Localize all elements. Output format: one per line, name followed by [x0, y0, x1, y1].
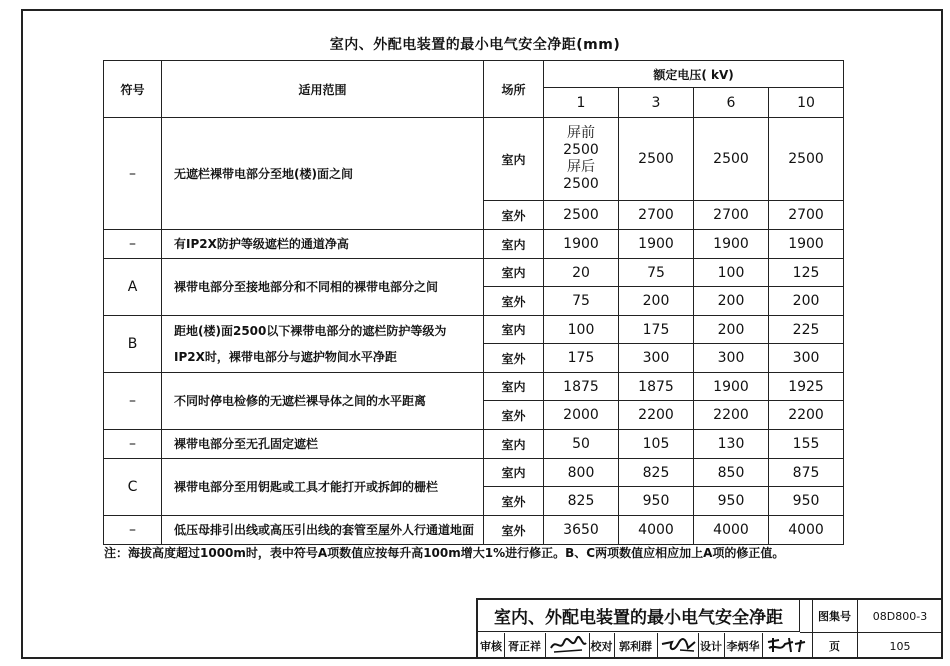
cell-value: 4000 — [619, 516, 694, 545]
table-row — [104, 316, 844, 344]
row-scope: 裸带电部分至无孔固定遮栏 — [162, 430, 484, 459]
row-location: 室外 — [484, 401, 544, 430]
row-scope: 裸带电部分至用钥匙或工具才能打开或拆卸的栅栏 — [162, 459, 484, 516]
cell-value: 850 — [694, 459, 769, 487]
row-scope: 裸带电部分至接地部分和不同相的裸带电部分之间 — [162, 259, 484, 316]
atlas-label: 图集号 — [818, 610, 851, 623]
row-scope: 不同时停电检修的无遮栏裸导体之间的水平距离 — [162, 373, 484, 430]
cell-value: 300 — [694, 344, 769, 373]
cell-value: 2500 — [544, 201, 619, 230]
cell-value: 屏前 2500 屏后 2500 — [544, 118, 619, 201]
cell-value: 1900 — [694, 230, 769, 259]
cell-value: 1900 — [619, 230, 694, 259]
row-location: 室外 — [484, 201, 544, 230]
cell-value: 2500 — [619, 118, 694, 201]
cell-value: 200 — [694, 316, 769, 344]
row-location: 室外 — [484, 516, 544, 545]
cell-value: 3650 — [544, 516, 619, 545]
table-row — [104, 373, 844, 401]
row-symbol: – — [104, 516, 162, 545]
row-symbol: – — [104, 118, 162, 230]
table-row — [104, 230, 844, 259]
row-symbol: – — [104, 230, 162, 259]
row-location: 室内 — [484, 230, 544, 259]
cell-value: 2500 — [694, 118, 769, 201]
table-title: 室内、外配电装置的最小电气安全净距(mm) — [329, 37, 621, 53]
cell-value: 130 — [694, 430, 769, 459]
header-voltage-10: 10 — [769, 88, 844, 118]
header-location: 场所 — [484, 61, 544, 118]
cell-value: 225 — [769, 316, 844, 344]
cell-value: 75 — [619, 259, 694, 287]
row-location: 室内 — [484, 259, 544, 287]
footnote: 注：海拔高度超过1000m时，表中符号A项数值应按每升高100m增大1%进行修正。B、C两项数值应相应加上A项的修正值。 — [104, 546, 785, 560]
table-row — [104, 259, 844, 287]
page-label: 页 — [829, 640, 840, 653]
cell-value: 175 — [619, 316, 694, 344]
table-row — [104, 118, 844, 201]
cell-value: 1875 — [619, 373, 694, 401]
row-location: 室外 — [484, 287, 544, 316]
cell-value: 75 — [544, 287, 619, 316]
cell-value: 825 — [619, 459, 694, 487]
row-location: 室外 — [484, 487, 544, 516]
cell-value: 50 — [544, 430, 619, 459]
row-symbol: – — [104, 430, 162, 459]
cell-value: 200 — [619, 287, 694, 316]
cell-value: 1925 — [769, 373, 844, 401]
review-label: 审核 — [480, 640, 502, 653]
checker-signature — [660, 634, 697, 656]
cell-value: 2000 — [544, 401, 619, 430]
header-voltage-1: 1 — [544, 88, 619, 118]
cell-value: 1900 — [769, 230, 844, 259]
cell-value: 200 — [769, 287, 844, 316]
cell-value: 20 — [544, 259, 619, 287]
cell-value: 825 — [544, 487, 619, 516]
atlas-number: 08D800-3 — [872, 609, 928, 623]
table-row — [104, 459, 844, 487]
cell-value: 1900 — [694, 373, 769, 401]
row-scope: 无遮栏裸带电部分至地(楼)面之间 — [162, 118, 484, 230]
header-voltage-6: 6 — [694, 88, 769, 118]
cell-value: 4000 — [769, 516, 844, 545]
drawing-name: 室内、外配电装置的最小电气安全净距 — [478, 600, 800, 632]
cell-value: 950 — [769, 487, 844, 516]
header-voltage-3: 3 — [619, 88, 694, 118]
cell-value: 2700 — [694, 201, 769, 230]
row-symbol: C — [104, 459, 162, 516]
cell-value: 2200 — [619, 401, 694, 430]
cell-value: 100 — [544, 316, 619, 344]
reviewer-name: 胥正祥 — [508, 640, 541, 653]
row-location: 室内 — [484, 459, 544, 487]
row-location: 室内 — [484, 430, 544, 459]
cell-value: 125 — [769, 259, 844, 287]
cell-value: 2700 — [619, 201, 694, 230]
row-location: 室内 — [484, 118, 544, 201]
reviewer-signature — [548, 634, 588, 656]
designer-signature — [765, 634, 809, 656]
table-row — [104, 430, 844, 459]
row-symbol: – — [104, 373, 162, 430]
row-scope: 低压母排引出线或高压引出线的套管至屋外人行通道地面 — [162, 516, 484, 545]
clearance-table — [103, 60, 844, 545]
cell-value: 2500 — [769, 118, 844, 201]
cell-value: 105 — [619, 430, 694, 459]
row-location: 室内 — [484, 373, 544, 401]
page-number: 105 — [889, 639, 911, 653]
cell-value: 1875 — [544, 373, 619, 401]
cell-value: 175 — [544, 344, 619, 373]
row-location: 室外 — [484, 344, 544, 373]
cell-value: 2700 — [769, 201, 844, 230]
row-symbol: A — [104, 259, 162, 316]
cell-value: 300 — [619, 344, 694, 373]
cell-value: 950 — [694, 487, 769, 516]
cell-value: 2200 — [769, 401, 844, 430]
checker-name: 郭利群 — [619, 640, 652, 653]
check-label: 校对 — [590, 640, 613, 653]
table-row — [104, 516, 844, 545]
cell-value: 1900 — [544, 230, 619, 259]
cell-value: 300 — [769, 344, 844, 373]
cell-value: 800 — [544, 459, 619, 487]
designer-name: 李炳华 — [726, 640, 760, 653]
design-label: 设计 — [700, 640, 722, 653]
cell-value: 950 — [619, 487, 694, 516]
row-scope: 距地(楼)面2500以下裸带电部分的遮栏防护等级为IP2X时，裸带电部分与遮护物间水平净距 — [162, 316, 484, 373]
row-location: 室内 — [484, 316, 544, 344]
cell-value: 875 — [769, 459, 844, 487]
cell-value: 100 — [694, 259, 769, 287]
cell-value: 155 — [769, 430, 844, 459]
header-scope: 适用范围 — [162, 61, 484, 118]
cell-value: 200 — [694, 287, 769, 316]
cell-value: 2200 — [694, 401, 769, 430]
header-row-1 — [104, 61, 844, 88]
row-scope: 有IP2X防护等级遮栏的通道净高 — [162, 230, 484, 259]
header-voltage-group: 额定电压( kV) — [544, 61, 844, 88]
header-symbol: 符号 — [104, 61, 162, 118]
row-symbol: B — [104, 316, 162, 373]
cell-value: 4000 — [694, 516, 769, 545]
